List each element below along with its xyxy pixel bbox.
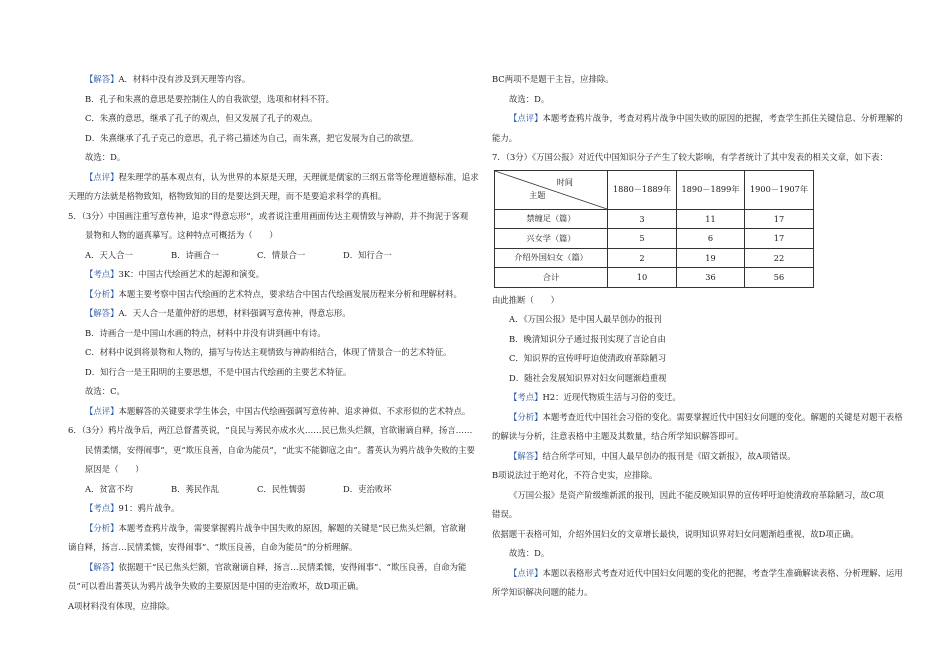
text-line [68,148,468,168]
answer-option: D．吏治败坏 [343,483,392,494]
text-line [492,505,832,525]
table-cell: 19 [677,248,745,268]
line-text: 的解读与分析，注意表格中主题及其数量，结合所学知识解答即可。 [492,431,744,441]
line-text: 本题考查鸦片战争，需要掌握鸦片战争中国失败的原因，解题的关键是“民已焦头烂额，官欲谢 [118,522,467,533]
text-line [68,265,468,285]
section-tag: 【分析】 [85,288,119,299]
text-line [492,349,832,369]
table-cell: 17 [745,229,814,249]
text-line [68,519,468,539]
corner-bottom-label: 主题 [529,189,546,200]
text-line [492,544,832,564]
section-tag: 【分析】 [85,522,119,533]
line-text: 民情柔懦，安得闹事”，更“欺压良善，自命为能员”，“此实不能御寇之由”。耆英认为鸦片战争失败的主要 [85,444,475,455]
table-row [495,248,814,268]
text-line [492,427,832,447]
section-tag: 【考点】 [509,392,543,402]
line-text: 景物和人物的逼真摹写。这种特点可概括为（ ） [85,230,278,240]
line-text: B．诗画合一是中国山水画的特点，材料中并没有讲到画中有诗。 [85,327,326,338]
line-text: D．随社会发展知识界对妇女问题渐趋重视 [509,372,667,383]
text-line [492,447,832,467]
line-text: C．朱熹的意思，继承了孔子的观点，但又发展了孔子的观点。 [85,113,318,123]
line-text: 5．（3分）中国画注重写意传神，追求“得意忘形”，或者说注重用画面传达主观情致与神韵，并不拘泥于客观 [68,210,469,221]
line-text: 《万国公报》是资产阶级维新派的报刊，因此不能反映知识界的宣传呼吁迫使清政府革除陋习，故C项 [509,489,884,500]
text-line [68,597,468,617]
text-line [68,226,468,246]
line-text: 故选：C。 [85,386,125,396]
left-column [68,70,479,616]
line-text: 本题考查鸦片战争，考查对鸦片战争中国失败的原因的把握，考查学生抓住关键信息、分析理解的 [542,113,903,123]
line-text: C．材料中说到将景物和人物的，描写与传达主观情致与神韵相结合，体现了情景合一的艺术特征。 [85,347,452,357]
line-text: 6．（3分）鸦片战争后，两江总督耆英说，“良民与莠民亦成水火……民已焦头烂额，官欲谢谪自释，扬言…… [68,425,473,435]
section-tag: 【解答】 [85,74,119,84]
table-cell: 11 [677,209,745,229]
answer-option: A．贫富不均 [85,483,133,494]
text-line [68,460,468,480]
column-header: 1900－1907年 [745,170,814,209]
line-text: 谪自释，扬言…民情柔懦，安得闹事”、“欺压良善，自命为能员”的分析理解。 [68,542,358,552]
line-text: 3K：中国古代绘画艺术的起源和演变。 [118,269,265,279]
text-line [68,109,468,129]
table-cell: 56 [745,268,814,288]
line-text: 故选：D。 [509,93,550,104]
line-text: 本题以表格形式考查对近代中国妇女问题的变化的把握，考查学生准确解读表格、分析理解、运用 [542,567,903,578]
line-text: BC两项不是题干主旨，应排除。 [492,74,614,84]
line-text: B．孔子和朱熹的意思是要控制住人的自我欲望，选项和材料不符。 [85,93,335,104]
text-line [492,525,859,545]
line-text: 原因是（ ） [85,464,144,474]
table-cell: 5 [608,229,677,249]
line-text: 故选：D。 [509,548,550,558]
text-line [68,480,468,500]
row-label: 兴女学（篇） [495,229,608,249]
section-tag: 【点评】 [85,405,119,416]
table-corner-header [495,170,608,209]
line-text: 员”可以看出耆英认为鸦片战争失败的主要原因是中国的吏治败坏，故D项正确。 [68,581,364,591]
text-line [68,187,468,207]
line-text: 依据题干表格可知，介绍外国妇女的文章增长最快，说明知识界对妇女问题渐趋重视，故D项正确。 [492,528,859,539]
row-label: 禁缠足（篇） [495,209,608,229]
line-text: B．晚清知识分子通过报刊实现了言论自由 [509,333,666,344]
text-line [492,369,832,389]
text-line [68,577,468,597]
table-cell: 36 [677,268,745,288]
corner-top-label: 时间 [556,176,573,187]
section-tag: 【分析】 [509,411,543,422]
text-line [68,246,468,266]
answer-option: B．诗画合一 [171,249,220,260]
text-line [68,421,473,441]
line-text: H2：近现代物质生活与习俗的变迁。 [542,392,681,402]
table-cell: 3 [608,209,677,229]
section-tag: 【解答】 [85,561,119,572]
section-tag: 【点评】 [85,171,119,182]
line-text: 依据题干“民已焦头烂额，官欲谢谪自释，扬言…民情柔懦，安得闹事”、“欺压良善，自命为能 [118,561,467,572]
section-tag: 【解答】 [509,450,543,461]
text-line [68,324,468,344]
text-line [492,466,832,486]
statistics-table [494,170,814,288]
text-line [68,499,468,519]
line-text: 天理的方法就是格物致知，格物致知的目的是要达到天理，而不是要追求科学的真相。 [68,191,387,201]
column-header: 1880－1889年 [608,170,677,209]
section-tag: 【考点】 [85,269,119,279]
text-line [68,304,468,324]
text-line [68,90,468,110]
table-cell: 10 [608,268,677,288]
line-text: A．《万国公报》是中国人最早创办的报刊 [509,314,662,324]
text-line [492,408,903,428]
text-line [492,583,832,603]
text-line [68,285,468,305]
text-line [492,388,832,408]
text-line [68,168,479,188]
answer-option: C．情景合一 [257,249,306,260]
table-cell: 6 [677,229,745,249]
diagonal-divider [495,171,607,209]
answer-option: A．天人合一 [85,249,133,260]
line-text: B项说法过于绝对化，不符合史实，应排除。 [492,470,658,480]
table-cell: 2 [608,248,677,268]
row-label: 介绍外国妇女（篇） [495,248,608,268]
text-line [68,558,468,578]
answer-option: D．知行合一 [343,249,392,260]
line-text: A．天人合一是董仲舒的思想，材料强调写意传神，得意忘形。 [118,308,351,318]
table-cell: 17 [745,209,814,229]
text-line [492,90,832,110]
line-text: A项材料没有体现，应排除。 [68,600,175,611]
line-text: 本题考查近代中国社会习俗的变化。需要掌握近代中国妇女问题的变化。解题的关键是对题干表格 [542,411,903,422]
text-line [68,382,468,402]
text-line [492,310,832,330]
line-text: A．材料中没有涉及到天理等内容。 [118,74,251,84]
table-row [495,209,814,229]
text-line [492,330,832,350]
text-line [492,486,884,506]
text-line [492,109,903,129]
right-column [492,70,903,603]
answer-option: B．莠民作乱 [171,483,220,494]
column-header: 1890－1899年 [677,170,745,209]
line-text: 91：鸦片战争。 [118,503,180,513]
line-text: 7．（3分）《万国公报》对近代中国知识分子产生了较大影响，有学者统计了其中发表的相关文章，如下表： [492,152,888,162]
text-line [68,343,468,363]
table-row [495,229,814,249]
table-row [495,268,814,288]
line-text: C．知识界的宣传呼吁迫使清政府革除陋习 [509,353,667,363]
text-line [492,129,832,149]
line-text: 所学知识解决问题的能力。 [492,587,593,597]
text-line [68,129,468,149]
text-line [68,207,468,227]
text-line [68,70,468,90]
text-line [492,148,888,168]
line-text: 故选：D。 [85,152,126,162]
text-line [68,402,471,422]
line-text: 本题主要考察中国古代绘画的艺术特点，要求结合中国古代绘画发展历程来分析和理解材料。 [118,288,462,299]
text-line [68,363,468,383]
table-cell: 22 [745,248,814,268]
text-line [492,564,903,584]
line-text: 能力。 [492,132,518,143]
line-text: 结合所学可知，中国人最早创办的报刊是《昭文新报》，故A项错误。 [542,450,796,461]
line-text: D．朱熹继承了孔子克己的意思，孔子将己描述为自己，而朱熹，把它发展为自己的欲望。 [85,132,419,143]
row-label: 合计 [495,268,608,288]
text-line [68,441,475,461]
section-tag: 【点评】 [509,567,543,578]
text-line [492,70,832,90]
line-text: 错误。 [492,509,518,519]
line-text: 本题解答的关键要求学生体会，中国古代绘画强调写意传神、追求神似、不求形似的艺术特点。 [118,405,471,416]
section-tag: 【解答】 [85,308,119,318]
line-text: 程朱理学的基本观点有，认为世界的本原是天理，天理就是儒家的三纲五常等伦理道德标准，追求 [118,171,479,182]
line-text: D．知行合一是王阳明的主要思想，不是中国古代绘画的主要艺术特征。 [85,366,352,377]
text-line [492,291,832,311]
answer-option: C．民性懦弱 [257,483,306,494]
section-tag: 【考点】 [85,503,119,513]
line-text: 由此推断（ ） [492,294,559,305]
section-tag: 【点评】 [509,113,543,123]
text-line [68,538,468,558]
